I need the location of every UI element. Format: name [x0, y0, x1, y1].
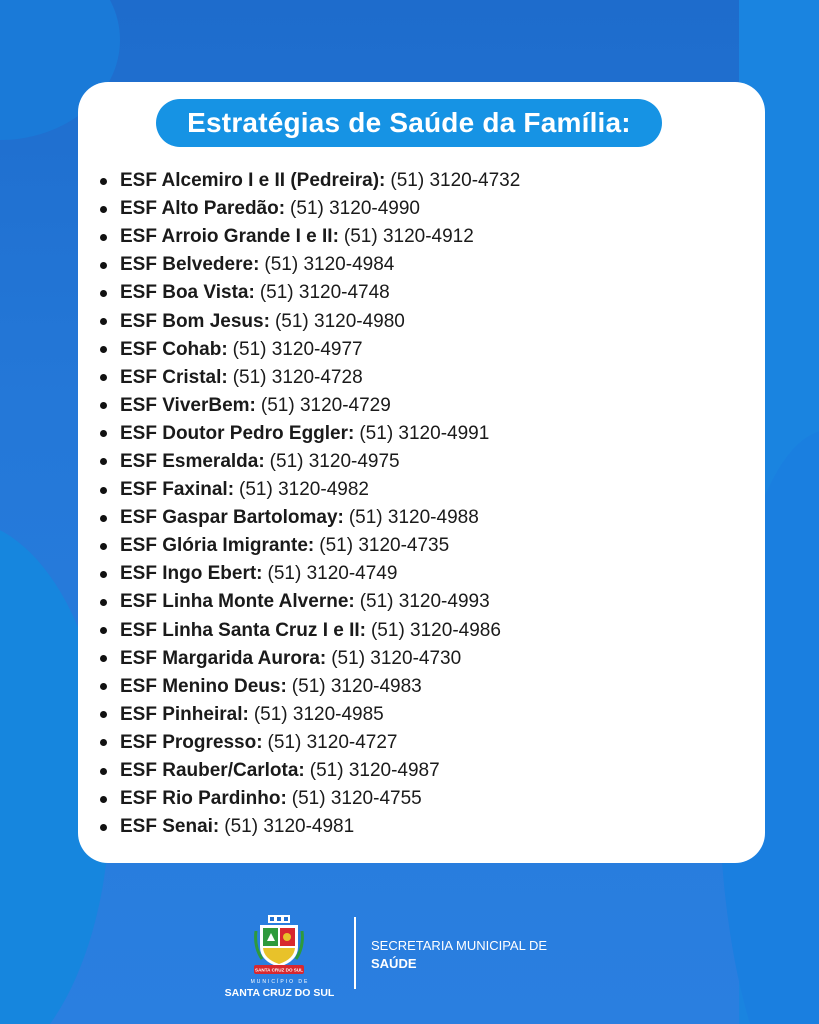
list-item	[100, 588, 520, 616]
bullet-icon	[100, 430, 107, 437]
list-item	[100, 560, 520, 588]
esf-name: ESF Cristal:	[120, 366, 228, 388]
esf-name: ESF Alcemiro I e II (Pedreira):	[120, 170, 386, 192]
bullet-icon	[100, 234, 107, 241]
page-title: Estratégias de Saúde da Família:	[187, 107, 631, 138]
municipio-name: SANTA CRUZ DO SUL	[224, 987, 335, 999]
esf-phone: (51) 3120-4755	[291, 788, 422, 810]
esf-phone: (51) 3120-4988	[348, 507, 479, 529]
list-item	[100, 617, 520, 645]
list-item	[100, 307, 520, 335]
esf-phone: (51) 3120-4987	[309, 760, 440, 782]
esf-name: ESF Arroio Grande I e II:	[120, 226, 339, 248]
esf-phone: (51) 3120-4991	[359, 422, 490, 444]
bullet-icon	[100, 458, 107, 465]
esf-name: ESF Glória Imigrante:	[120, 535, 315, 557]
list-item	[100, 504, 520, 532]
bullet-icon	[100, 206, 107, 213]
esf-phone: (51) 3120-4749	[267, 563, 398, 585]
bullet-icon	[100, 796, 107, 803]
esf-phone: (51) 3120-4730	[331, 647, 462, 669]
list-item	[100, 757, 520, 785]
list-item	[100, 532, 520, 560]
esf-phone: (51) 3120-4985	[253, 703, 384, 725]
esf-name: ESF Linha Santa Cruz I e II:	[120, 619, 366, 641]
esf-phone: (51) 3120-4975	[269, 450, 400, 472]
list-item	[100, 364, 520, 392]
esf-name: ESF Linha Monte Alverne:	[120, 591, 355, 613]
bullet-icon	[100, 571, 107, 578]
municipio-label: MUNICÍPIO DE	[250, 979, 310, 985]
bullet-icon	[100, 739, 107, 746]
esf-phone: (51) 3120-4983	[291, 675, 422, 697]
list-item	[100, 251, 520, 279]
crest-banner-text: SANTA CRUZ DO SUL	[255, 967, 303, 973]
bullet-icon	[100, 318, 107, 325]
bullet-icon	[100, 627, 107, 634]
esf-phone: (51) 3120-4984	[264, 254, 395, 276]
esf-name: ESF Boa Vista:	[120, 282, 255, 304]
esf-name: ESF Pinheiral:	[120, 703, 249, 725]
list-item	[100, 195, 520, 223]
bullet-icon	[100, 711, 107, 718]
list-item	[100, 813, 520, 841]
esf-phone: (51) 3120-4728	[232, 366, 363, 388]
esf-phone: (51) 3120-4729	[260, 394, 391, 416]
bullet-icon	[100, 374, 107, 381]
bullet-icon	[100, 599, 107, 606]
esf-phone: (51) 3120-4993	[359, 591, 490, 613]
esf-name: ESF Alto Paredão:	[120, 198, 286, 220]
esf-phone: (51) 3120-4727	[267, 731, 398, 753]
bullet-icon	[100, 655, 107, 662]
bullet-icon	[100, 683, 107, 690]
list-item	[100, 279, 520, 307]
esf-name: ESF Margarida Aurora:	[120, 647, 327, 669]
esf-phone: (51) 3120-4977	[232, 338, 363, 360]
list-item	[100, 785, 520, 813]
esf-name: ESF ViverBem:	[120, 394, 256, 416]
esf-name: ESF Faxinal:	[120, 479, 235, 501]
esf-name: ESF Senai:	[120, 816, 220, 838]
esf-name: ESF Doutor Pedro Eggler:	[120, 422, 355, 444]
bullet-icon	[100, 487, 107, 494]
secretaria-label: SECRETARIA MUNICIPAL DE	[371, 938, 548, 953]
footer-divider	[354, 917, 356, 989]
esf-name: ESF Gaspar Bartolomay:	[120, 507, 344, 529]
esf-name: ESF Rauber/Carlota:	[120, 760, 305, 782]
bullet-icon	[100, 290, 107, 297]
esf-phone: (51) 3120-4986	[370, 619, 501, 641]
list-item	[100, 476, 520, 504]
esf-phone: (51) 3120-4990	[290, 198, 420, 220]
esf-name: ESF Belvedere:	[120, 254, 260, 276]
bullet-icon	[100, 178, 107, 185]
esf-name: ESF Ingo Ebert:	[120, 563, 263, 585]
esf-phone: (51) 3120-4735	[319, 535, 450, 557]
esf-name: ESF Cohab:	[120, 338, 228, 360]
list-item	[100, 701, 520, 729]
list-item	[100, 729, 520, 757]
list-item	[100, 392, 520, 420]
municipal-crest-icon	[252, 913, 306, 975]
bullet-icon	[100, 768, 107, 775]
list-item	[100, 673, 520, 701]
bullet-icon	[100, 824, 107, 831]
list-item	[100, 223, 520, 251]
bullet-icon	[100, 262, 107, 269]
bullet-icon	[100, 543, 107, 550]
esf-name: ESF Esmeralda:	[120, 450, 265, 472]
list-item	[100, 448, 520, 476]
bullet-icon	[100, 346, 107, 353]
esf-phone: (51) 3120-4912	[343, 226, 474, 248]
esf-name: ESF Rio Pardinho:	[120, 788, 287, 810]
list-item	[100, 336, 520, 364]
bullet-icon	[100, 515, 107, 522]
esf-name: ESF Progresso:	[120, 731, 263, 753]
bullet-icon	[100, 402, 107, 409]
title-banner	[156, 99, 662, 147]
esf-phone: (51) 3120-4981	[224, 816, 355, 838]
list-item	[100, 645, 520, 673]
esf-phone: (51) 3120-4982	[239, 479, 369, 501]
secretaria-name: SAÚDE	[371, 956, 417, 971]
esf-phone: (51) 3120-4732	[390, 170, 521, 192]
list-item	[100, 420, 520, 448]
list-item	[100, 167, 520, 195]
esf-name: ESF Menino Deus:	[120, 675, 287, 697]
footer	[0, 905, 819, 1015]
esf-phone: (51) 3120-4980	[274, 310, 405, 332]
esf-phone: (51) 3120-4748	[259, 282, 390, 304]
esf-name: ESF Bom Jesus:	[120, 310, 270, 332]
esf-list	[100, 167, 520, 841]
